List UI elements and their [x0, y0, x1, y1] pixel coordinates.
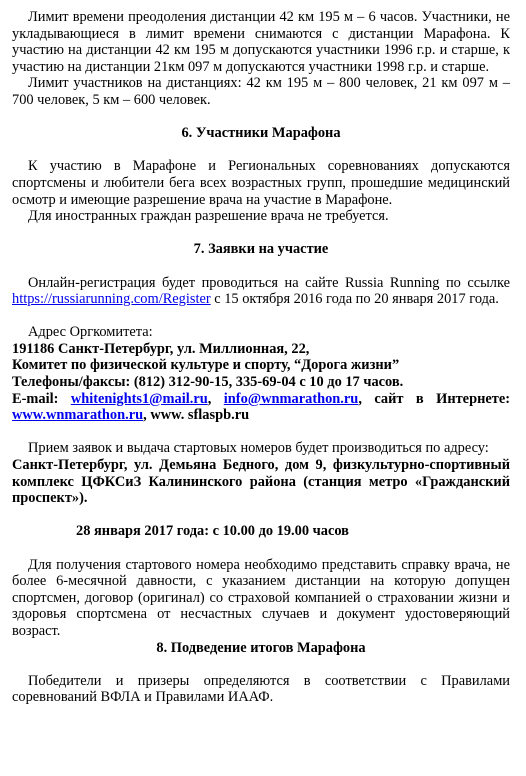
email-link-2[interactable]: info@wnmarathon.ru	[223, 390, 359, 407]
website-secondary: , www. sflaspb.ru	[143, 407, 250, 424]
participants-paragraph: К участию в Марафоне и Региональных соревнованиях допускаются спортсмены и любители бега всех возрастных групп, прошедшие медицинский осмотр и имеющие разрешение врача на участие в Марафоне.	[12, 158, 510, 208]
pickup-paragraph: Прием заявок и выдача стартовых номеров будет производиться по адресу:	[28, 440, 489, 457]
section-8-heading: 8. Подведение итогов Марафона	[156, 639, 366, 656]
phones-line: Телефоны/факсы: (812) 312-90-15, 335-69-04 с 10 до 17 часов.	[12, 374, 404, 391]
registration-dates: с 15 октября 2016 года по 20 января 2017 года.	[210, 291, 499, 308]
document-page	[12, 9, 510, 706]
results-paragraph: Победители и призеры определяются в соответствии с Правилами соревнований ВФЛА и Правилами ИААФ.	[12, 672, 510, 706]
address-line: 191186 Санкт-Петербург, ул. Миллионная, 22,	[12, 340, 310, 357]
pickup-date: 28 января 2017 года: с 10.00 до 19.00 часов	[76, 523, 349, 540]
foreigners-paragraph: Для иностранных граждан разрешение врача не требуется.	[28, 208, 389, 225]
time-limit-paragraph: Лимит времени преодоления дистанции 42 км 195 м – 6 часов. Участники, не укладывающиеся в лимит времени снимаются с дистанции Марафона. К участию на дистанции 42 км 195 м допускаются участники 1996 г.р. и старше, к участию на дистанции 21км 097 м допускаются участники 1998 г.р. и старше.	[12, 9, 510, 75]
email-separator: ,	[207, 390, 224, 407]
bib-requirements-paragraph: Для получения стартового номера необходимо представить справку врача, не более 6-месячной давности, с указанием дистанции на которую допущен спортсмен, договор (оригинал) со страховой компанией о страховании жизни и здоровья спортсмена от несчастных случаев и документ удостоверяющий возраст.	[12, 556, 510, 639]
website-label: , сайт в Интернете:	[358, 390, 510, 407]
email-link-1[interactable]: whitenights1@mail.ru	[70, 390, 208, 407]
section-6-heading: 6. Участники Марафона	[181, 125, 341, 142]
email-label: E-mail:	[12, 390, 71, 407]
registration-paragraph	[12, 275, 510, 308]
participant-limit-paragraph: Лимит участников на дистанциях: 42 км 195 м – 800 человек, 21 км 097 м – 700 человек, 5 км – 600 человек.	[12, 75, 510, 108]
website-link[interactable]: www.wnmarathon.ru	[12, 407, 144, 424]
committee-line: Комитет по физической культуре и спорту, “Дорога жизни”	[12, 357, 400, 374]
registration-text: Онлайн-регистрация будет проводиться на сайте Russia Running по ссылке	[28, 274, 510, 291]
address-label: Адрес Оргкомитета:	[28, 324, 153, 341]
pickup-address: Санкт-Петербург, ул. Демьяна Бедного, дом 9, физкультурно-спортивный комплекс ЦФКСиЗ Калининского района (станция метро «Гражданский проспект»).	[12, 457, 510, 507]
section-7-heading: 7. Заявки на участие	[193, 241, 329, 258]
registration-link[interactable]: https://russiarunning.com/Register	[12, 291, 211, 308]
email-line	[12, 391, 510, 424]
